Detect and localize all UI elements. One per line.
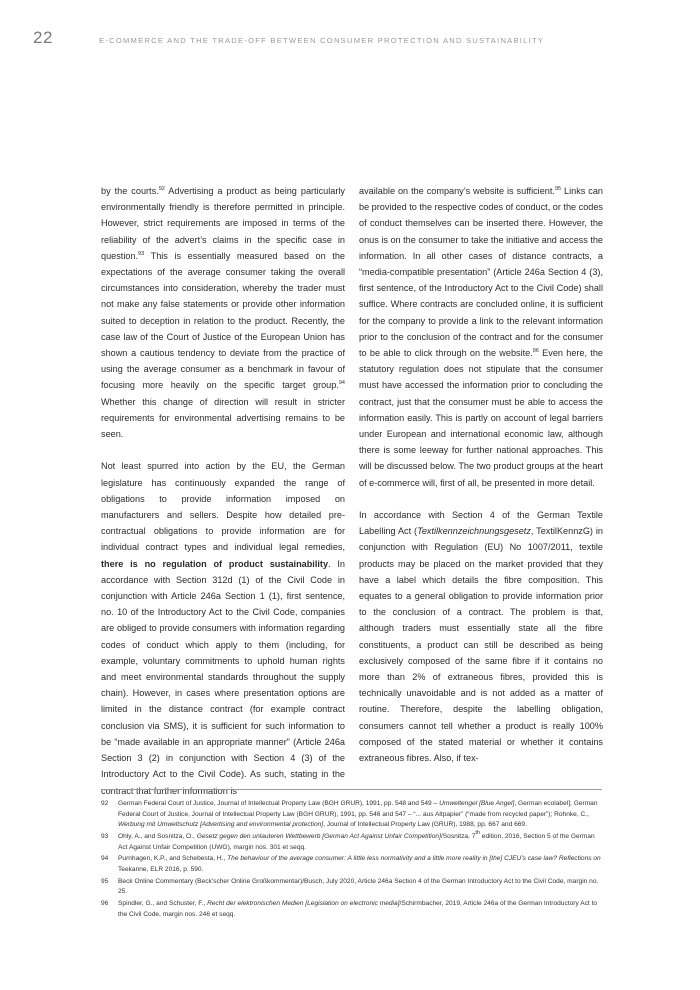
- footnote-94: 94 Purnhagen, K.P., and Schebesta, H., The behaviour of the average consumer: A little less normativity and a little more reality in [the] CJEU’s case law? Reflections on Teekanne, ELR 2016, p. 590.: [101, 855, 601, 873]
- right-column: [359, 183, 603, 766]
- running-header: E-COMMERCE AND THE TRADE-OFF BETWEEN CONSUMER PROTECTION AND SUSTAINABILITY: [99, 36, 545, 45]
- bold-emphasis: there is no regulation of product sustainability: [101, 558, 329, 569]
- italic-term: Textilkennzeichnungsgesetz: [417, 526, 531, 537]
- footnote-92: 92 German Federal Court of Justice, Journal of Intellectual Property Law (BGH GRUR), 1991, pp. 548 and 549 – Umweltengel [Blue Angel], German ecolabel]; German Federal Court of Justice, Journal of Intellectual Property Law (BGH GRUR), 1991, pp. 546 and 547 – “... aus Altpapier” (“made from recycled paper”); Rohnke, C., Werbung mit Umweltschutz [Advertising and environmental protection], Journal of Intellectual Property Law (GRUR), 1988, pp. 667 and 669.: [101, 800, 598, 829]
- footnote-number: 93: [101, 832, 109, 840]
- left-column: [101, 183, 345, 799]
- footnote-93: 93 Ohly, A., and Sosnitza, O., Gesetz gegen den unlauteren Wettbewerb [German Act Against Unfair Competition]/Sosnitza, 7th edition, 2016, Section 5 of the German Act Against Unfair Competition (UWG), margin nos. 301 et seqq.: [101, 829, 595, 851]
- footnote-divider: [101, 789, 602, 790]
- footnotes: [101, 799, 602, 921]
- footnote-ref-95[interactable]: 95: [554, 186, 562, 192]
- footnote-ref-93[interactable]: 93: [138, 250, 145, 257]
- footnote-96: 96 Spindler, G., and Schuster, F., Recht der elektronischen Medien [Legislation on electronic media]/Schirmbacher, 2019, Article 246a of the German Introductory Act to the Civil Code, margin nos. 246 et seqq.: [101, 900, 598, 918]
- footnote-number: 96: [101, 900, 109, 908]
- footnote-number: 94: [101, 855, 109, 863]
- footnote-95: 95 Beck Online Commentary (Beck’scher Online Großkommentar)/Busch, July 2020, Article 246a Section 4 of the German Introductory Act to the Civil Code, margin no. 25.: [101, 877, 599, 896]
- paragraph: In accordance with Section 4 of the German Textile Labelling Act (Textilkennzeichnungsgesetz, TextilKennzG) in conjunction with Regulation (EU) No 1007/2011, textile products may be placed on the market provided that they have a label which details the fibre composition. This equates to a general obligation to provide information prior to the conclusion of a contract. The problem is that, although traders must essentially state all the fibre constituents, a product can still be described as being exclusively composed of the same fibre if it contains no more than 2% of extraneous fibres, provided this is technically unavoidable and is not added as a matter of routine. Therefore, despite the labelling obligation, consumers cannot tell whether a product is really 100% composed of the stated material or whether it contains extraneous fibres. Also, if tex-: [359, 510, 603, 764]
- footnote-number: 95: [101, 877, 109, 885]
- footnote-ref-96[interactable]: 96: [532, 348, 539, 355]
- paragraph: by the courts.$^{92}$ Advertising a product as being particularly environmentally friendly is therefore permitted in principle. However, strict requirements are imposed in terms of the reliability of the advert’s claims in the specific case in question.$^{93}$ This is essentially measured based on the expectations of the average consumer taking the overall circumstances into consideration, whereby the trader must not make any false statements or provide other information suited to deception in relation to the product. Recently, the case law of the Court of Justice of the European Union has shown a cautious tendency to deviate from the practice of using the average consumer as a benchmark in favour of focusing more heavily on the specific target group.$^{94}$ Whether this change of direction will result in stricter requirements for environmental advertising remains to be seen.: [101, 186, 345, 440]
- footnote-ref-92[interactable]: 92: [158, 186, 165, 192]
- footnote-number: 92: [101, 800, 109, 807]
- footnote-ref-94[interactable]: 94: [338, 380, 345, 387]
- paragraph: available on the company’s website is sufficient.$^{95}$ Links can be provided to the respective codes of conduct, or the codes of conduct themselves can be inserted there. However, the onus is on the consumer to take the initiative and access the information. In all other cases of distance contracts, a “media-compatible presentation” (Article 246a Section 4 (3), first sentence, of the Introductory Act to the Civil Code) shall suffice. Where contracts are concluded online, it is sufficient for the company to provide a link to the relevant information prior to the conclusion of the contract and for the consumer to be able to click through on the website.$^{96}$ Even here, the statutory regulation does not stipulate that the consumer must have accessed the information prior to concluding the contract, just that the consumer must be able to access the information easily. This is partly on account of legal barriers under European and international economic law, although there is some leeway for further national approaches. This will be discussed below. The two product groups at the heart of e-commerce will, first of all, be presented in more detail.: [359, 186, 603, 488]
- page-number: 22: [33, 28, 53, 47]
- paragraph: Not least spurred into action by the EU, the German legislature has continuously expanded the range of obligations to provide information imposed on manufacturers and sellers. Despite how detailed pre-contractual obligations to provide information are for individual contract types and individual legal remedies, there is no regulation of product sustainability. In accordance with Section 312d (1) of the Civil Code in conjunction with Article 246a Section 1 (1), first sentence, no. 10 of the Introductory Act to the Civil Code, companies are obliged to provide consumers with information regarding codes of conduct which apply to them (including, for example, voluntary commitments to uphold human rights and meet environmental standards throughout the supply chain). However, in cases where presentation options are limited in the distance contract (for example contract conclusion via SMS), it is sufficient for such information to be “made available in an appropriate manner” (Article 246a Section 3 (2) in conjunction with Section 4 (3) of the Introductory Act to the Civil Code). As such, stating in the contract that further information is: [101, 461, 346, 796]
